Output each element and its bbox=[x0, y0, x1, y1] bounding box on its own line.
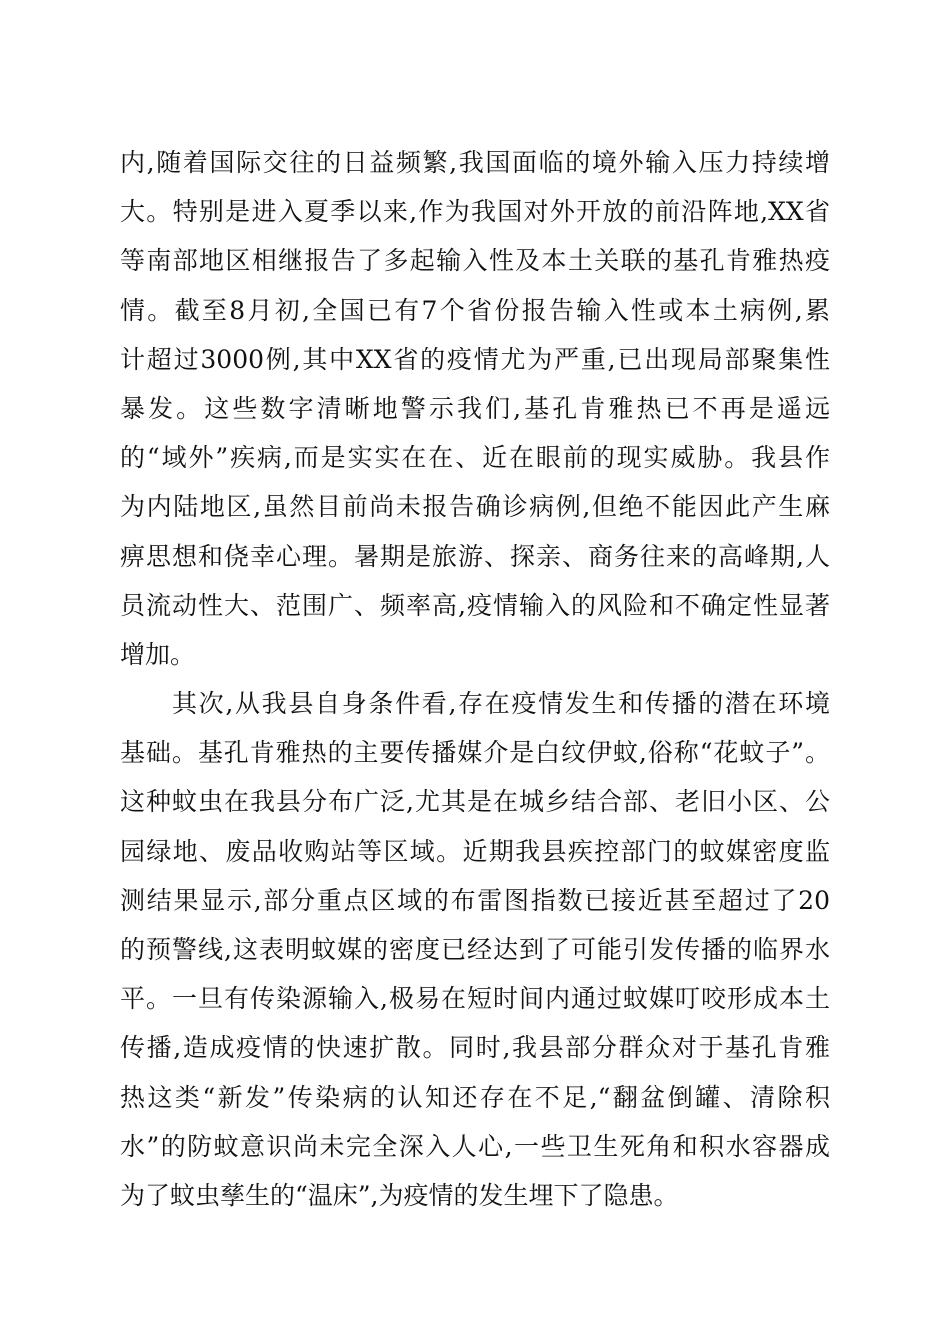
paragraph-1 bbox=[120, 138, 830, 679]
paragraph-line: 暴发。这些数字清晰地警示我们,基孔肯雅热已不再是遥远 bbox=[120, 393, 830, 423]
paragraph-line: 员流动性大、范围广、频率高,疫情输入的风险和不确定性显著 bbox=[120, 590, 830, 620]
paragraph-line: 这种蚊虫在我县分布广泛,尤其是在城乡结合部、老旧小区、公 bbox=[120, 787, 830, 817]
paragraph-line: 情。截至8月初,全国已有7个省份报告输入性或本土病例,累 bbox=[120, 295, 830, 325]
paragraph-line: 传播,造成疫情的快速扩散。同时,我县部分群众对于基孔肯雅 bbox=[120, 1033, 830, 1063]
paragraph-line: 等南部地区相继报告了多起输入性及本土关联的基孔肯雅热疫 bbox=[120, 246, 830, 276]
paragraph-line: 热这类“新发”传染病的认知还存在不足,“翻盆倒罐、清除积 bbox=[120, 1082, 830, 1112]
paragraph-line: 的“域外”疾病,而是实实在在、近在眼前的现实威胁。我县作 bbox=[120, 443, 830, 473]
paragraph-line: 园绿地、废品收购站等区域。近期我县疾控部门的蚊媒密度监 bbox=[120, 836, 830, 866]
paragraph-line: 内,随着国际交往的日益频繁,我国面临的境外输入压力持续增 bbox=[120, 148, 830, 177]
paragraph-line: 为了蚊虫孳生的“温床”,为疫情的发生埋下了隐患。 bbox=[120, 1180, 679, 1210]
paragraph-line: 其次,从我县自身条件看,存在疫情发生和传播的潜在环境 bbox=[172, 689, 830, 719]
paragraph-line: 水”的防蚊意识尚未完全深入人心,一些卫生死角和积水容器成 bbox=[120, 1131, 830, 1161]
paragraph-line: 的预警线,这表明蚊媒的密度已经达到了可能引发传播的临界水 bbox=[120, 935, 830, 964]
paragraph-line: 为内陆地区,虽然目前尚未报告确诊病例,但绝不能因此产生麻 bbox=[120, 492, 830, 522]
paragraph-2 bbox=[120, 679, 830, 1220]
paragraph-line: 大。特别是进入夏季以来,作为我国对外开放的前沿阵地,XX省 bbox=[120, 197, 830, 227]
paragraph-line: 增加。 bbox=[120, 639, 196, 669]
paragraph-line: 基础。基孔肯雅热的主要传播媒介是白纹伊蚊,俗称“花蚊子”。 bbox=[120, 738, 830, 768]
paragraph-line: 测结果显示,部分重点区域的布雷图指数已接近甚至超过了20 bbox=[120, 885, 830, 915]
paragraph-line: 平。一旦有传染源输入,极易在短时间内通过蚊媒叮咬形成本土 bbox=[120, 984, 830, 1014]
paragraph-line: 痹思想和侥幸心理。暑期是旅游、探亲、商务往来的高峰期,人 bbox=[120, 541, 830, 571]
paragraph-line: 计超过3000例,其中XX省的疫情尤为严重,已出现局部聚集性 bbox=[120, 344, 830, 374]
body-text bbox=[120, 138, 830, 1220]
